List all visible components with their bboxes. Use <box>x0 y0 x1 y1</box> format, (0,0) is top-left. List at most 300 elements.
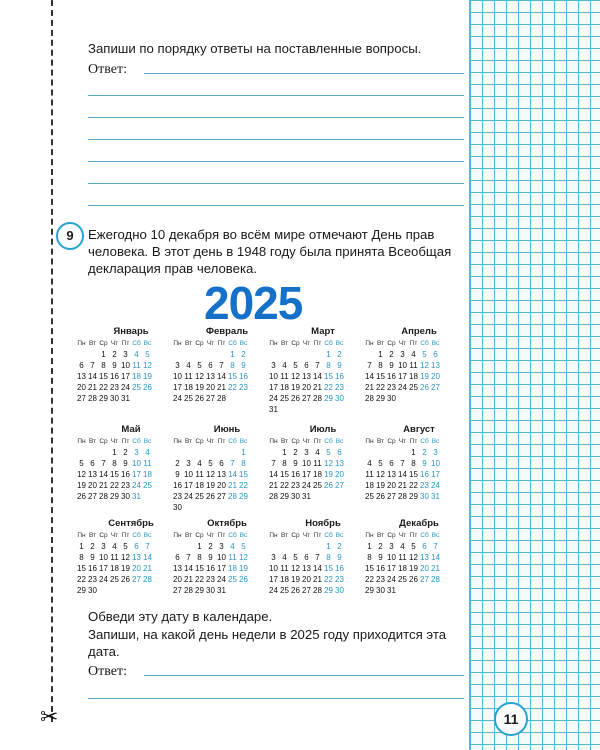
calendar-day[interactable]: 27 <box>217 492 226 501</box>
calendar-day[interactable]: 13 <box>173 564 182 573</box>
calendar-day[interactable]: 3 <box>433 448 438 457</box>
calendar-day[interactable]: 29 <box>324 394 333 403</box>
calendar-day[interactable]: 15 <box>195 564 204 573</box>
calendar-day[interactable]: 25 <box>409 383 418 392</box>
calendar-day[interactable]: 29 <box>324 586 333 595</box>
calendar-day[interactable]: 3 <box>219 542 224 551</box>
calendar-day[interactable]: 26 <box>143 383 152 392</box>
calendar-day[interactable]: 21 <box>88 383 97 392</box>
calendar-day[interactable]: 5 <box>422 350 427 359</box>
calendar-day[interactable]: 30 <box>291 492 300 501</box>
calendar-day[interactable]: 23 <box>121 481 130 490</box>
calendar-day[interactable]: 23 <box>291 481 300 490</box>
calendar-day[interactable]: 24 <box>132 481 141 490</box>
calendar-day[interactable]: 16 <box>291 470 300 479</box>
calendar-day[interactable]: 5 <box>293 553 298 562</box>
calendar-day[interactable]: 29 <box>239 492 248 501</box>
calendar-day[interactable]: 3 <box>271 553 276 562</box>
calendar-day[interactable]: 22 <box>228 383 237 392</box>
calendar-day[interactable]: 9 <box>208 553 213 562</box>
calendar-day[interactable]: 29 <box>77 586 86 595</box>
calendar-day[interactable]: 6 <box>219 459 224 468</box>
calendar-day[interactable]: 9 <box>112 361 117 370</box>
calendar-day[interactable]: 5 <box>197 361 202 370</box>
calendar-day[interactable]: 6 <box>90 459 95 468</box>
calendar-day[interactable]: 16 <box>239 372 248 381</box>
calendar-day[interactable]: 12 <box>206 470 215 479</box>
calendar-day[interactable]: 25 <box>313 481 322 490</box>
calendar-day[interactable]: 29 <box>409 492 418 501</box>
calendar-day[interactable]: 26 <box>291 394 300 403</box>
calendar-day[interactable]: 10 <box>132 459 141 468</box>
calendar-day[interactable]: 22 <box>110 481 119 490</box>
calendar-day[interactable]: 21 <box>431 564 440 573</box>
calendar-day[interactable]: 30 <box>387 394 396 403</box>
calendar-day[interactable]: 27 <box>88 492 97 501</box>
calendar-day[interactable]: 8 <box>197 553 202 562</box>
calendar-day[interactable]: 12 <box>239 553 248 562</box>
calendar-day[interactable]: 29 <box>99 394 108 403</box>
calendar-day[interactable]: 19 <box>143 372 152 381</box>
calendar-day[interactable]: 19 <box>77 481 86 490</box>
calendar-day[interactable]: 14 <box>313 372 322 381</box>
calendar-day[interactable]: 26 <box>324 481 333 490</box>
calendar-day[interactable]: 16 <box>88 564 97 573</box>
calendar-day[interactable]: 25 <box>398 575 407 584</box>
calendar-day[interactable]: 13 <box>206 372 215 381</box>
calendar-day[interactable]: 10 <box>398 361 407 370</box>
calendar-day[interactable]: 18 <box>195 481 204 490</box>
calendar-day[interactable]: 12 <box>324 459 333 468</box>
calendar-day[interactable]: 10 <box>217 553 226 562</box>
calendar-day[interactable]: 20 <box>132 564 141 573</box>
calendar-day[interactable]: 11 <box>280 564 289 573</box>
calendar-day[interactable]: 24 <box>173 394 182 403</box>
calendar-day[interactable]: 18 <box>132 372 141 381</box>
calendar-day[interactable]: 8 <box>411 459 416 468</box>
calendar-day[interactable]: 8 <box>230 361 235 370</box>
calendar-day[interactable]: 30 <box>335 394 344 403</box>
calendar-day[interactable]: 28 <box>313 394 322 403</box>
calendar-day[interactable]: 15 <box>77 564 86 573</box>
calendar-day[interactable]: 3 <box>400 350 405 359</box>
calendar-day[interactable]: 1 <box>79 542 84 551</box>
calendar-day[interactable]: 11 <box>143 459 152 468</box>
calendar-day[interactable]: 3 <box>186 459 191 468</box>
calendar-day[interactable]: 8 <box>79 553 84 562</box>
calendar-day[interactable]: 9 <box>337 361 342 370</box>
calendar-day[interactable]: 10 <box>99 553 108 562</box>
calendar-day[interactable]: 3 <box>123 350 128 359</box>
calendar-day[interactable]: 10 <box>302 459 311 468</box>
calendar-day[interactable]: 31 <box>302 492 311 501</box>
calendar-day[interactable]: 30 <box>173 503 182 512</box>
calendar-day[interactable]: 6 <box>422 542 427 551</box>
calendar-day[interactable]: 24 <box>302 481 311 490</box>
calendar-day[interactable]: 20 <box>77 383 86 392</box>
calendar-day[interactable]: 31 <box>387 586 396 595</box>
calendar-day[interactable]: 21 <box>184 575 193 584</box>
calendar-day[interactable]: 5 <box>293 361 298 370</box>
calendar-day[interactable]: 2 <box>208 542 213 551</box>
calendar-day[interactable]: 13 <box>420 553 429 562</box>
calendar-day[interactable]: 11 <box>228 553 237 562</box>
calendar-day[interactable]: 30 <box>206 586 215 595</box>
calendar-day[interactable]: 28 <box>143 575 152 584</box>
calendar-day[interactable]: 25 <box>184 394 193 403</box>
calendar-day[interactable]: 17 <box>269 575 278 584</box>
calendar-day[interactable]: 14 <box>365 372 374 381</box>
calendar-day[interactable]: 2 <box>378 542 383 551</box>
calendar-day[interactable]: 19 <box>121 564 130 573</box>
calendar-day[interactable]: 13 <box>77 372 86 381</box>
calendar-day[interactable]: 10 <box>173 372 182 381</box>
calendar-day[interactable]: 17 <box>217 564 226 573</box>
calendar-day[interactable]: 2 <box>337 542 342 551</box>
calendar-day[interactable]: 25 <box>132 383 141 392</box>
calendar-day[interactable]: 7 <box>400 459 405 468</box>
calendar-day[interactable]: 21 <box>143 564 152 573</box>
calendar-day[interactable]: 23 <box>335 575 344 584</box>
calendar-day[interactable]: 4 <box>112 542 117 551</box>
calendar-day[interactable]: 8 <box>378 361 383 370</box>
calendar-day[interactable]: 7 <box>315 361 320 370</box>
answer-line[interactable] <box>88 95 464 96</box>
calendar-day[interactable]: 14 <box>431 553 440 562</box>
calendar-day[interactable]: 7 <box>315 553 320 562</box>
calendar-day[interactable]: 18 <box>313 470 322 479</box>
calendar-day[interactable]: 20 <box>217 481 226 490</box>
calendar-day[interactable]: 20 <box>387 481 396 490</box>
calendar-day[interactable]: 23 <box>173 492 182 501</box>
calendar-day[interactable]: 23 <box>335 383 344 392</box>
calendar-day[interactable]: 8 <box>282 459 287 468</box>
calendar-day[interactable]: 7 <box>101 459 106 468</box>
calendar-day[interactable]: 25 <box>280 586 289 595</box>
calendar-day[interactable]: 31 <box>269 405 278 414</box>
calendar-day[interactable]: 26 <box>420 383 429 392</box>
calendar-day[interactable]: 15 <box>228 372 237 381</box>
calendar-day[interactable]: 15 <box>376 372 385 381</box>
calendar-day[interactable]: 27 <box>387 492 396 501</box>
calendar-day[interactable]: 6 <box>79 361 84 370</box>
calendar-day[interactable]: 2 <box>175 459 180 468</box>
calendar-day[interactable]: 26 <box>409 575 418 584</box>
calendar-day[interactable]: 18 <box>365 481 374 490</box>
calendar-day[interactable]: 2 <box>422 448 427 457</box>
calendar-day[interactable]: 22 <box>324 383 333 392</box>
calendar-day[interactable]: 22 <box>376 383 385 392</box>
calendar-day[interactable]: 26 <box>206 492 215 501</box>
calendar-day[interactable]: 9 <box>293 459 298 468</box>
answer-line[interactable] <box>88 117 464 118</box>
calendar-day[interactable]: 14 <box>217 372 226 381</box>
calendar-day[interactable]: 10 <box>121 361 130 370</box>
calendar-day[interactable]: 13 <box>217 470 226 479</box>
calendar-day[interactable]: 9 <box>90 553 95 562</box>
calendar-day[interactable]: 18 <box>409 372 418 381</box>
calendar-day[interactable]: 22 <box>77 575 86 584</box>
calendar-day[interactable]: 1 <box>326 350 331 359</box>
calendar-day[interactable]: 19 <box>420 372 429 381</box>
calendar-day[interactable]: 13 <box>431 361 440 370</box>
calendar-day[interactable]: 6 <box>175 553 180 562</box>
calendar-day[interactable]: 5 <box>378 459 383 468</box>
calendar-day[interactable]: 12 <box>77 470 86 479</box>
calendar-day[interactable]: 2 <box>241 350 246 359</box>
calendar-day[interactable]: 15 <box>365 564 374 573</box>
calendar-day[interactable]: 29 <box>280 492 289 501</box>
calendar-day[interactable]: 5 <box>326 448 331 457</box>
calendar-day[interactable]: 17 <box>269 383 278 392</box>
calendar-day[interactable]: 24 <box>269 394 278 403</box>
calendar-day[interactable]: 5 <box>79 459 84 468</box>
calendar-day[interactable]: 20 <box>420 564 429 573</box>
calendar-day[interactable]: 4 <box>400 542 405 551</box>
calendar-day[interactable]: 12 <box>291 372 300 381</box>
calendar-day[interactable]: 31 <box>121 394 130 403</box>
calendar-day[interactable]: 19 <box>206 481 215 490</box>
answer-line[interactable] <box>88 183 464 184</box>
calendar-day[interactable]: 21 <box>313 575 322 584</box>
calendar-day[interactable]: 28 <box>365 394 374 403</box>
calendar-day[interactable]: 28 <box>228 492 237 501</box>
calendar-day[interactable]: 17 <box>99 564 108 573</box>
calendar-day[interactable]: 23 <box>420 481 429 490</box>
calendar-day[interactable]: 9 <box>241 361 246 370</box>
calendar-day[interactable]: 15 <box>409 470 418 479</box>
calendar-day[interactable]: 12 <box>121 553 130 562</box>
calendar-day[interactable]: 3 <box>101 542 106 551</box>
calendar-day[interactable]: 1 <box>230 350 235 359</box>
calendar-day[interactable]: 17 <box>184 481 193 490</box>
calendar-day[interactable]: 6 <box>134 542 139 551</box>
calendar-day[interactable]: 2 <box>112 350 117 359</box>
calendar-day[interactable]: 6 <box>389 459 394 468</box>
calendar-day[interactable]: 28 <box>88 394 97 403</box>
calendar-day[interactable]: 21 <box>269 481 278 490</box>
calendar-day[interactable]: 8 <box>326 553 331 562</box>
calendar-day[interactable]: 11 <box>409 361 418 370</box>
calendar-day[interactable]: 4 <box>315 448 320 457</box>
calendar-day[interactable]: 4 <box>134 350 139 359</box>
calendar-day[interactable]: 26 <box>376 492 385 501</box>
calendar-day[interactable]: 12 <box>143 361 152 370</box>
answer-line[interactable] <box>88 139 464 140</box>
calendar-day[interactable]: 13 <box>88 470 97 479</box>
calendar-day[interactable]: 20 <box>173 575 182 584</box>
calendar-day[interactable]: 13 <box>387 470 396 479</box>
calendar-day[interactable]: 16 <box>110 372 119 381</box>
calendar-day[interactable]: 14 <box>184 564 193 573</box>
calendar-day[interactable]: 28 <box>398 492 407 501</box>
calendar-day[interactable]: 14 <box>398 470 407 479</box>
calendar-day[interactable]: 11 <box>365 470 374 479</box>
calendar-day[interactable]: 18 <box>110 564 119 573</box>
calendar-day[interactable]: 15 <box>324 564 333 573</box>
calendar-day[interactable]: 11 <box>195 470 204 479</box>
calendar-day[interactable]: 1 <box>101 350 106 359</box>
calendar-day[interactable]: 24 <box>217 575 226 584</box>
calendar-day[interactable]: 21 <box>313 383 322 392</box>
calendar-day[interactable]: 20 <box>335 470 344 479</box>
calendar-day[interactable]: 3 <box>134 448 139 457</box>
calendar-day[interactable]: 15 <box>239 470 248 479</box>
calendar-day[interactable]: 19 <box>291 575 300 584</box>
calendar-day[interactable]: 25 <box>365 492 374 501</box>
calendar-day[interactable]: 1 <box>326 542 331 551</box>
calendar-day[interactable]: 11 <box>132 361 141 370</box>
calendar-day[interactable]: 16 <box>387 372 396 381</box>
calendar-day[interactable]: 23 <box>206 575 215 584</box>
calendar-day[interactable]: 8 <box>241 459 246 468</box>
calendar-day[interactable]: 10 <box>269 372 278 381</box>
calendar-day[interactable]: 30 <box>420 492 429 501</box>
calendar-day[interactable]: 1 <box>282 448 287 457</box>
calendar-day[interactable]: 18 <box>184 383 193 392</box>
calendar-day[interactable]: 24 <box>99 575 108 584</box>
calendar-day[interactable]: 9 <box>175 470 180 479</box>
calendar-day[interactable]: 9 <box>378 553 383 562</box>
calendar-day[interactable]: 28 <box>431 575 440 584</box>
calendar-day[interactable]: 1 <box>411 448 416 457</box>
calendar-day[interactable]: 17 <box>173 383 182 392</box>
calendar-day[interactable]: 22 <box>365 575 374 584</box>
calendar-day[interactable]: 9 <box>422 459 427 468</box>
calendar-day[interactable]: 12 <box>195 372 204 381</box>
calendar-day[interactable]: 11 <box>184 372 193 381</box>
calendar-day[interactable]: 1 <box>112 448 117 457</box>
calendar-day[interactable]: 30 <box>335 586 344 595</box>
calendar-day[interactable]: 14 <box>143 553 152 562</box>
calendar-day[interactable]: 15 <box>324 372 333 381</box>
calendar-day[interactable]: 16 <box>420 470 429 479</box>
calendar-day[interactable]: 19 <box>376 481 385 490</box>
calendar-day[interactable]: 22 <box>280 481 289 490</box>
calendar-day[interactable]: 29 <box>376 394 385 403</box>
calendar-day[interactable]: 27 <box>302 394 311 403</box>
calendar-day[interactable]: 4 <box>197 459 202 468</box>
calendar-day[interactable]: 27 <box>431 383 440 392</box>
calendar-day[interactable]: 16 <box>376 564 385 573</box>
calendar-day[interactable]: 22 <box>195 575 204 584</box>
calendar-day[interactable]: 20 <box>206 383 215 392</box>
calendar-day[interactable]: 1 <box>367 542 372 551</box>
calendar-day[interactable]: 3 <box>271 361 276 370</box>
calendar-day[interactable]: 27 <box>77 394 86 403</box>
calendar-day[interactable]: 14 <box>99 470 108 479</box>
calendar-day[interactable]: 31 <box>431 492 440 501</box>
calendar-day[interactable]: 13 <box>335 459 344 468</box>
calendar-day[interactable]: 12 <box>376 470 385 479</box>
calendar-day[interactable]: 14 <box>88 372 97 381</box>
calendar-day[interactable]: 22 <box>239 481 248 490</box>
calendar-day[interactable]: 2 <box>337 350 342 359</box>
calendar-day[interactable]: 9 <box>123 459 128 468</box>
answer-line[interactable] <box>88 161 464 162</box>
calendar-day[interactable]: 6 <box>433 350 438 359</box>
calendar-day[interactable]: 19 <box>195 383 204 392</box>
calendar-day[interactable]: 21 <box>217 383 226 392</box>
calendar-day[interactable]: 28 <box>99 492 108 501</box>
calendar-day[interactable]: 2 <box>90 542 95 551</box>
calendar-day[interactable]: 25 <box>143 481 152 490</box>
calendar-day[interactable]: 24 <box>387 575 396 584</box>
calendar-day[interactable]: 30 <box>121 492 130 501</box>
calendar-day[interactable]: 7 <box>230 459 235 468</box>
calendar-day[interactable]: 15 <box>280 470 289 479</box>
calendar-day[interactable]: 11 <box>398 553 407 562</box>
calendar-day[interactable]: 10 <box>387 553 396 562</box>
calendar-day[interactable]: 28 <box>313 586 322 595</box>
calendar-day[interactable]: 6 <box>304 553 309 562</box>
calendar-day[interactable]: 20 <box>302 383 311 392</box>
answer-line[interactable] <box>88 698 464 699</box>
calendar-day[interactable]: 14 <box>228 470 237 479</box>
calendar-day[interactable]: 18 <box>143 470 152 479</box>
calendar-day[interactable]: 25 <box>228 575 237 584</box>
calendar-day[interactable]: 21 <box>99 481 108 490</box>
calendar-day[interactable]: 27 <box>206 394 215 403</box>
calendar-day[interactable]: 2 <box>123 448 128 457</box>
calendar-day[interactable]: 30 <box>88 586 97 595</box>
calendar-day[interactable]: 26 <box>195 394 204 403</box>
calendar-day[interactable]: 20 <box>431 372 440 381</box>
calendar-day[interactable]: 30 <box>110 394 119 403</box>
calendar-day[interactable]: 25 <box>110 575 119 584</box>
calendar-day[interactable]: 24 <box>431 481 440 490</box>
calendar-day[interactable]: 2 <box>293 448 298 457</box>
calendar-day[interactable]: 10 <box>184 470 193 479</box>
calendar-day[interactable]: 8 <box>367 553 372 562</box>
calendar-day[interactable]: 6 <box>337 448 342 457</box>
calendar-day[interactable]: 1 <box>378 350 383 359</box>
calendar-day[interactable]: 5 <box>208 459 213 468</box>
calendar-day[interactable]: 17 <box>398 372 407 381</box>
calendar-day[interactable]: 15 <box>99 372 108 381</box>
calendar-day[interactable]: 25 <box>195 492 204 501</box>
calendar-day[interactable]: 16 <box>121 470 130 479</box>
calendar-day[interactable]: 24 <box>121 383 130 392</box>
calendar-day[interactable]: 22 <box>99 383 108 392</box>
calendar-day[interactable]: 7 <box>90 361 95 370</box>
calendar-day[interactable]: 26 <box>291 586 300 595</box>
calendar-day[interactable]: 4 <box>282 361 287 370</box>
calendar-day[interactable]: 23 <box>387 383 396 392</box>
calendar-day[interactable]: 9 <box>337 553 342 562</box>
calendar-day[interactable]: 28 <box>184 586 193 595</box>
calendar-day[interactable]: 11 <box>110 553 119 562</box>
calendar-day[interactable]: 19 <box>409 564 418 573</box>
calendar-day[interactable]: 29 <box>195 586 204 595</box>
calendar-day[interactable]: 17 <box>302 470 311 479</box>
calendar-day[interactable]: 21 <box>228 481 237 490</box>
calendar-day[interactable]: 16 <box>335 564 344 573</box>
calendar-day[interactable]: 27 <box>173 586 182 595</box>
calendar-day[interactable]: 7 <box>186 553 191 562</box>
calendar-day[interactable]: 28 <box>269 492 278 501</box>
calendar-day[interactable]: 16 <box>335 372 344 381</box>
calendar-day[interactable]: 23 <box>110 383 119 392</box>
calendar-day[interactable]: 27 <box>420 575 429 584</box>
answer-line[interactable] <box>144 675 464 676</box>
calendar-day[interactable]: 25 <box>280 394 289 403</box>
calendar-day[interactable]: 4 <box>282 553 287 562</box>
calendar-day[interactable]: 7 <box>433 542 438 551</box>
calendar-day[interactable]: 30 <box>376 586 385 595</box>
calendar-day[interactable]: 1 <box>241 448 246 457</box>
calendar-day[interactable]: 17 <box>431 470 440 479</box>
